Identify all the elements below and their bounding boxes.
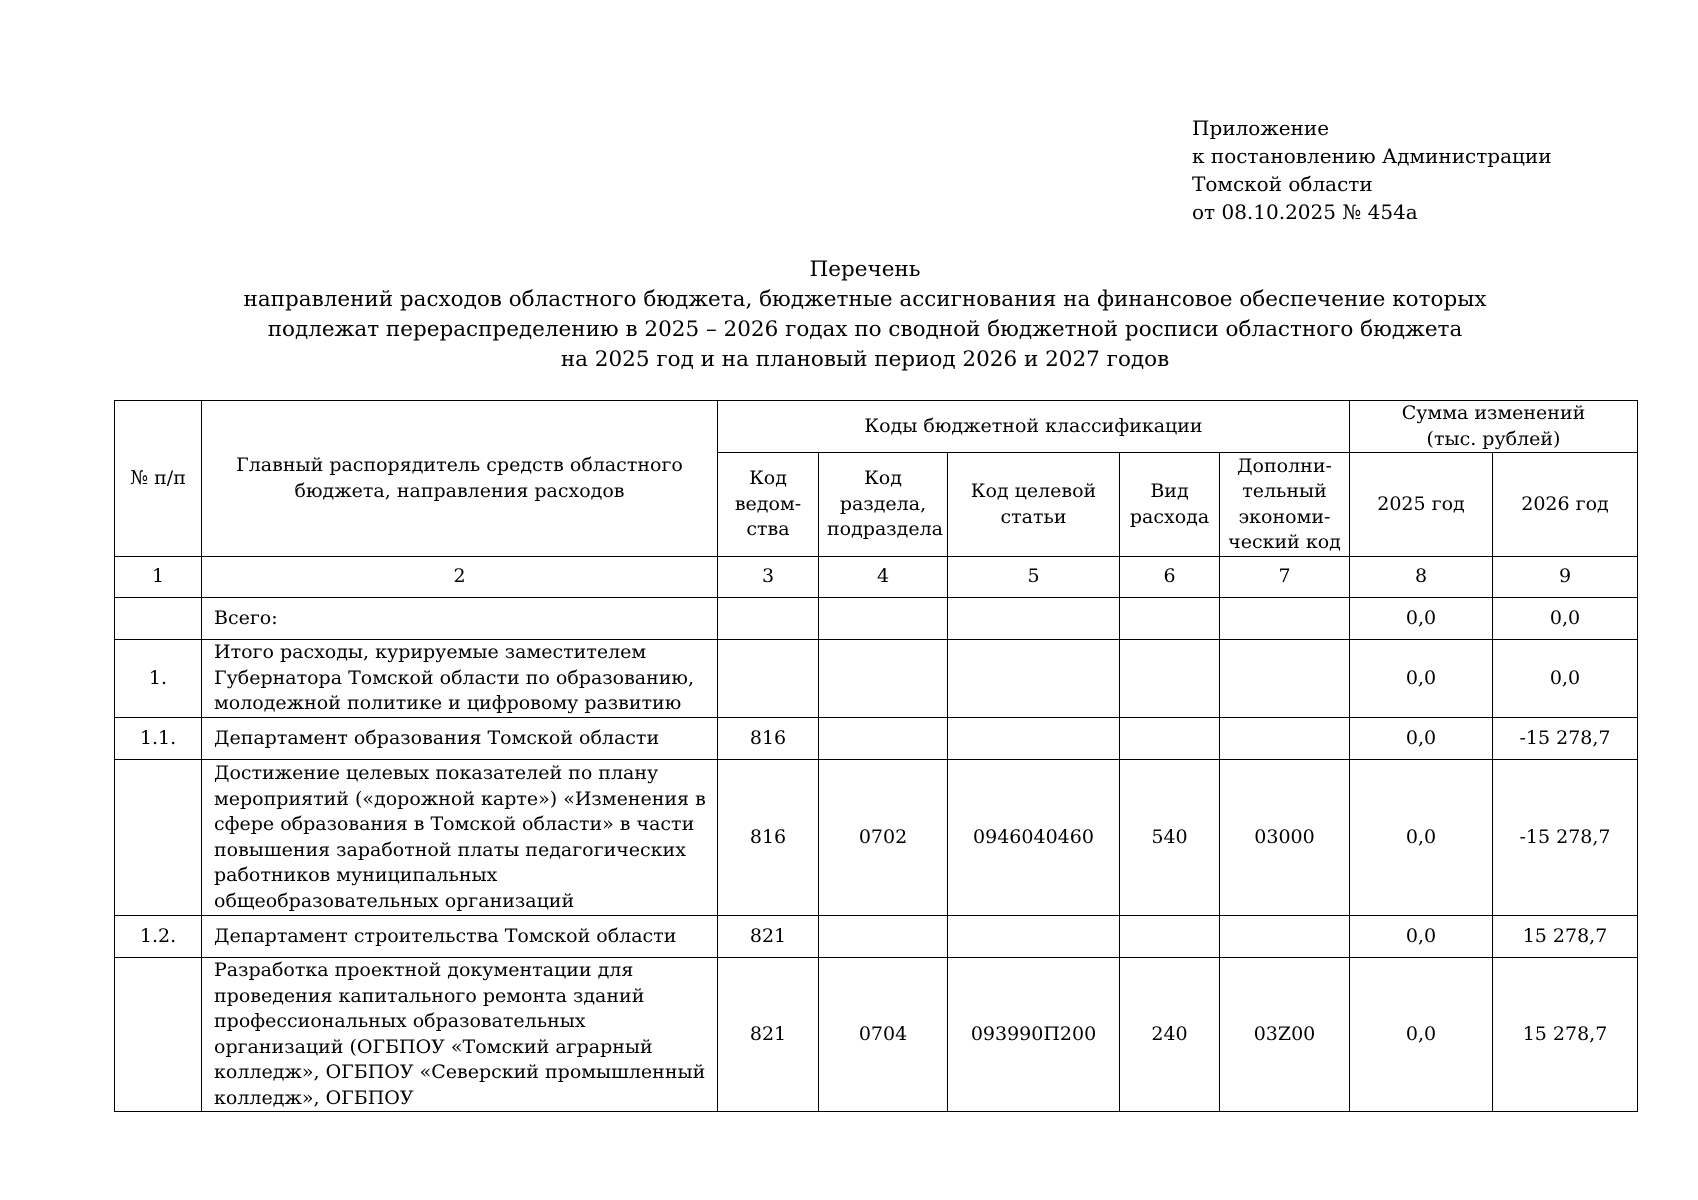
table-row xyxy=(115,718,1638,760)
col-number: 7 xyxy=(1220,557,1350,598)
row-econ-code xyxy=(1220,718,1350,760)
row-name: Достижение целевых показателей по плану мероприятий («дорожной карте») «Изменения в сфере образования в Томской области» в части повышения заработной платы педагогических работников муниципальных общеобразовательных организаций xyxy=(202,760,718,916)
header-dept-code: Код ведом-ства xyxy=(718,453,819,557)
row-expense-type: 240 xyxy=(1120,958,1220,1112)
row-sum-2026: -15 278,7 xyxy=(1493,718,1638,760)
header-section-code: Код раздела, подраздела xyxy=(819,453,948,557)
row-section-code xyxy=(819,718,948,760)
row-dept-code: 821 xyxy=(718,916,819,958)
row-num xyxy=(115,958,202,1112)
title-line: Перечень xyxy=(809,257,921,282)
row-econ-code: 03Z00 xyxy=(1220,958,1350,1112)
row-expense-type xyxy=(1120,640,1220,718)
row-dept-code: 821 xyxy=(718,958,819,1112)
row-name: Департамент строительства Томской области xyxy=(202,916,718,958)
row-sum-2025: 0,0 xyxy=(1350,718,1493,760)
row-sum-2025: 0,0 xyxy=(1350,598,1493,640)
header-target-code: Код целевой статьи xyxy=(948,453,1120,557)
header-name: Главный распорядитель средств областного бюджета, направления расходов xyxy=(202,401,718,557)
table-row xyxy=(115,958,1638,1112)
row-num: 1.1. xyxy=(115,718,202,760)
header-codes-group: Коды бюджетной классификации xyxy=(718,401,1350,453)
header-econ-code: Дополни-тельный экономи-ческий код xyxy=(1220,453,1350,557)
header-2025: 2025 год xyxy=(1350,453,1493,557)
row-dept-code xyxy=(718,640,819,718)
row-econ-code xyxy=(1220,916,1350,958)
row-num: 1.2. xyxy=(115,916,202,958)
row-sum-2026: -15 278,7 xyxy=(1493,760,1638,916)
appendix-line: Томской области xyxy=(1192,172,1373,196)
row-name: Департамент образования Томской области xyxy=(202,718,718,760)
appendix-block xyxy=(1192,114,1552,226)
row-target-code xyxy=(948,640,1120,718)
header-expense-type: Вид расхода xyxy=(1120,453,1220,557)
row-section-code: 0704 xyxy=(819,958,948,1112)
table-row xyxy=(115,760,1638,916)
row-num xyxy=(115,598,202,640)
row-name: Всего: xyxy=(202,598,718,640)
row-target-code: 0946040460 xyxy=(948,760,1120,916)
row-sum-2025: 0,0 xyxy=(1350,958,1493,1112)
title-line: на 2025 год и на плановый период 2026 и 2027 годов xyxy=(560,347,1170,372)
appendix-line: к постановлению Администрации xyxy=(1192,144,1552,168)
table-row xyxy=(115,640,1638,718)
header-2026: 2026 год xyxy=(1493,453,1638,557)
row-expense-type xyxy=(1120,718,1220,760)
row-sum-2025: 0,0 xyxy=(1350,760,1493,916)
row-sum-2026: 15 278,7 xyxy=(1493,916,1638,958)
row-sum-2026: 0,0 xyxy=(1493,640,1638,718)
col-number: 4 xyxy=(819,557,948,598)
col-number: 1 xyxy=(115,557,202,598)
row-sum-2025: 0,0 xyxy=(1350,916,1493,958)
table-row xyxy=(115,916,1638,958)
document-title xyxy=(0,255,1698,375)
row-section-code xyxy=(819,916,948,958)
header-num: № п/п xyxy=(115,401,202,557)
row-section-code: 0702 xyxy=(819,760,948,916)
appendix-line: от 08.10.2025 № 454а xyxy=(1192,200,1418,224)
budget-table xyxy=(114,400,1638,1112)
row-section-code xyxy=(819,640,948,718)
row-dept-code: 816 xyxy=(718,718,819,760)
row-name: Итого расходы, курируемые заместителем Губернатора Томской области по образованию, молодежной политике и цифровому развитию xyxy=(202,640,718,718)
row-expense-type xyxy=(1120,598,1220,640)
title-line: направлений расходов областного бюджета, бюджетные ассигнования на финансовое обеспечение которых xyxy=(243,287,1487,312)
col-number: 6 xyxy=(1120,557,1220,598)
row-sum-2026: 15 278,7 xyxy=(1493,958,1638,1112)
col-number: 9 xyxy=(1493,557,1638,598)
row-target-code xyxy=(948,718,1120,760)
title-line: подлежат перераспределению в 2025 – 2026 годах по сводной бюджетной росписи областного бюджета xyxy=(267,317,1463,342)
row-name: Разработка проектной документации для проведения капитального ремонта зданий профессиональных образовательных организаций (ОГБПОУ «Томский аграрный колледж», ОГБПОУ «Северский промышленный колледж», ОГБПОУ xyxy=(202,958,718,1112)
row-sum-2026: 0,0 xyxy=(1493,598,1638,640)
row-expense-type: 540 xyxy=(1120,760,1220,916)
col-number: 8 xyxy=(1350,557,1493,598)
table-row xyxy=(115,598,1638,640)
row-target-code xyxy=(948,598,1120,640)
row-target-code: 093990П200 xyxy=(948,958,1120,1112)
row-dept-code xyxy=(718,598,819,640)
row-section-code xyxy=(819,598,948,640)
row-econ-code xyxy=(1220,598,1350,640)
row-sum-2025: 0,0 xyxy=(1350,640,1493,718)
col-number: 5 xyxy=(948,557,1120,598)
col-number: 2 xyxy=(202,557,718,598)
header-sums-group: Сумма изменений (тыс. рублей) xyxy=(1350,401,1638,453)
row-expense-type xyxy=(1120,916,1220,958)
col-number: 3 xyxy=(718,557,819,598)
row-num xyxy=(115,760,202,916)
row-econ-code xyxy=(1220,640,1350,718)
row-target-code xyxy=(948,916,1120,958)
appendix-line: Приложение xyxy=(1192,116,1330,140)
row-dept-code: 816 xyxy=(718,760,819,916)
row-num: 1. xyxy=(115,640,202,718)
row-econ-code: 03000 xyxy=(1220,760,1350,916)
